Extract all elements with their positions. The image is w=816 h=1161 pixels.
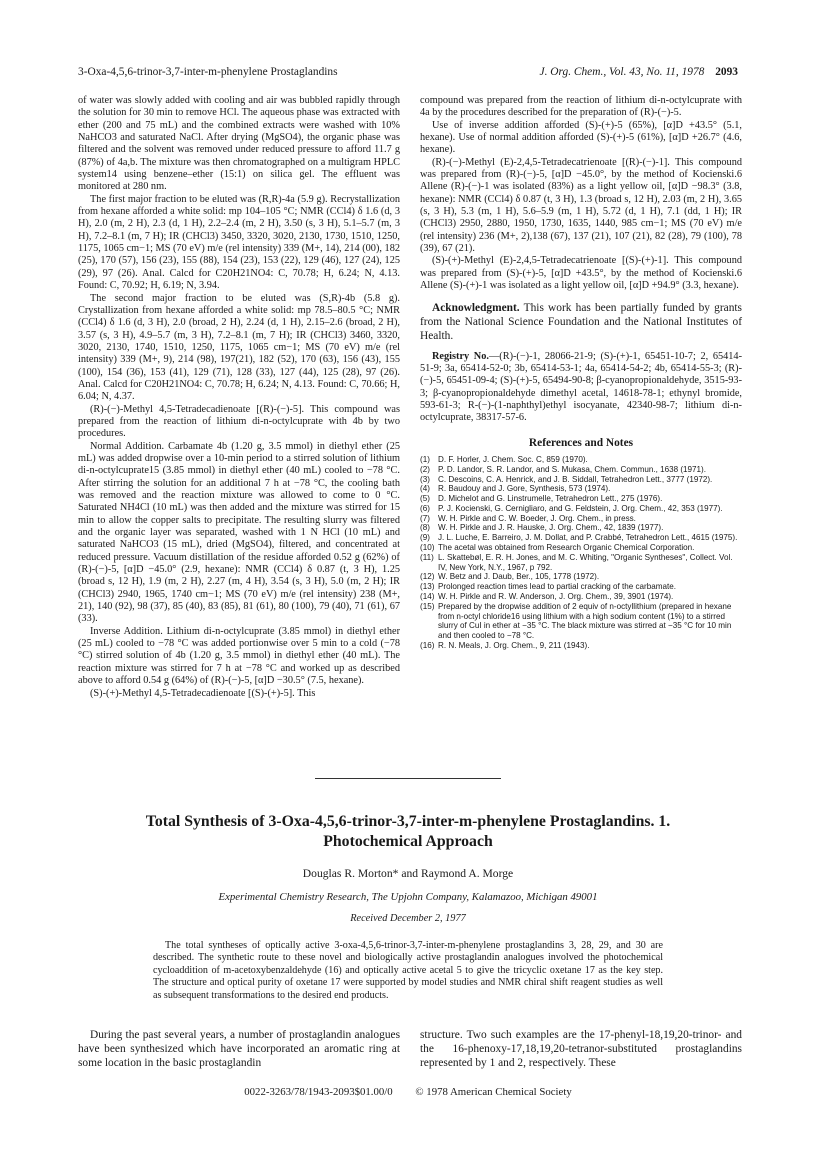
reference-number: (2) <box>420 464 430 474</box>
reference-text: The acetal was obtained from Research Organic Chemical Corporation. <box>438 543 695 553</box>
right-column <box>420 95 742 651</box>
reference-item <box>420 523 742 533</box>
paragraph: of water was slowly added with cooling and air was bubbled rapidly through the solution for 30 min to remove HCl. The aqueous phase was extracted with ether (200 and 75 mL) and the combined extracts were washed with 10% NaHCO3 and saturated NaCl. After drying (MgSO4), the organic phase was filtered and the solvent was removed under reduced pressure to afford 11.7 g (87%) of 4a,b. The mixture was then chromatographed on a multigram HPLC system14 using benzene–ether (15:1) on silica gel. The effluent was monitored at 280 nm. <box>78 95 400 193</box>
reference-number: (15) <box>420 601 435 611</box>
reference-number: (1) <box>420 454 430 464</box>
reference-number: (5) <box>420 494 430 504</box>
reference-item <box>420 475 742 485</box>
reference-item <box>420 504 742 514</box>
paragraph: compound was prepared from the reaction of lithium di-n-octylcuprate with 4a by the procedures described for the preparation of (R)-(−)-5. <box>420 95 742 119</box>
reference-text: W. Betz and J. Daub, Ber., 105, 1778 (1972). <box>438 572 600 582</box>
reference-item <box>420 602 742 641</box>
paragraph: (R)-(−)-Methyl 4,5-Tetradecadienoate [(R)-(−)-5]. This compound was prepared from the reaction of lithium di-n-octylcuprate with 4b by two procedures. <box>78 403 400 440</box>
reference-text: D. F. Horler, J. Chem. Soc. C, 859 (1970). <box>438 454 588 464</box>
reference-number: (16) <box>420 641 435 651</box>
reference-text: Prepared by the dropwise addition of 2 equiv of n-octyllithium (prepared in hexane from n-octyl chloride16 using lithium with a high sodium content (1%) to a stirred slurry of CuI in ether at −35 °C. The black mixture was stirred at −35 °C for 10 min and then cooled to −78 °C. <box>438 601 732 641</box>
article-code: 0022-3263/78/1943-2093$01.00/0 <box>244 1086 393 1098</box>
paragraph: Inverse Addition. Lithium di-n-octylcuprate (3.85 mmol) in diethyl ether (25 mL) cooled to −78 °C was added portionwise over 5 min to a cold (−78 °C) stirred solution of 4b (1.20 g, 3.5 mmol) in diethyl ether (40 mL). The reaction mixture was stirred for 7 h at −78 °C and worked up as described above to afford 0.54 g (64%) of (R)-(−)-5, [α]D −30.5° (7.5, hexane). <box>78 625 400 687</box>
registry-text: —(R)-(−)-1, 28066-21-9; (S)-(+)-1, 65451-10-7; 2, 65414-51-9; 3a, 65414-52-0; 3b, 65414-53-1; 4a, 65414-54-2; 4b, 65414-55-3; (R)-(−)-5, 65451-09-4; (S)-(+)-5, 65494-90-8; β-cyanopropionaldehyde, 3515-93-3; β-cyanopropionaldehyde dimethyl acetal, 14618-78-1; ethynyl bromide, 593-61-3; R-(−)-(1-naphthyl)ethyl isocyanate, 42340-98-7; lithium di-n-octylcuprate, 38317-57-6. <box>420 350 742 424</box>
article-title: Total Synthesis of 3-Oxa-4,5,6-trinor-3,7-inter-m-phenylene Prostaglandins. 1. Photochemical Approach <box>145 813 671 850</box>
reference-number: (3) <box>420 474 430 484</box>
article-affiliation: Experimental Chemistry Research, The Upjohn Company, Kalamazoo, Michigan 49001 <box>218 891 598 903</box>
reference-text: Prolonged reaction times lead to partial cracking of the carbamate. <box>438 582 676 592</box>
paragraph: The first major fraction to be eluted was (R,R)-4a (5.9 g). Recrystallization from hexane afforded a white solid: mp 104–105 °C; NMR (CCl4) δ 1.6 (d, 3 H), 2.0 (m, 2 H), 2.3 (d, 1 H), 2.2–2.4 (m, 2 H), 3.50 (s, 3 H), 5.1–5.7 (m, 3 H), 7.2–8.1 (m, 7 H); IR (CHCl3) 3450, 3320, 3020, 2130, 1730, 1510, 1250, 1175, 1065 cm−1; MS (70 eV) m/e (rel intensity) 339 (M+, 14), 214 (00), 182 (25), 170 (57), 156 (23), 155 (88), 154 (23), 153 (22), 129 (46), 127 (24), 125 (29), 97 (26). Anal. Calcd for C20H21NO4: C, 70.78; H, 6.24; N, 4.13. Found: C, 70.92; H, 6.19; N, 3.94. <box>78 193 400 292</box>
acknowledgment-label: Acknowledgment. <box>432 301 520 314</box>
registry-numbers <box>420 351 742 425</box>
reference-text: J. L. Luche, E. Barreiro, J. M. Dollat, and P. Crabbé, Tetrahedron Lett., 4615 (1975). <box>438 533 738 543</box>
reference-item <box>420 533 742 543</box>
reference-item <box>420 465 742 475</box>
reference-number: (4) <box>420 484 430 494</box>
reference-number: (11) <box>420 552 434 562</box>
reference-text: W. H. Pirkle and C. W. Boeder, J. Org. Chem., in press. <box>438 513 636 523</box>
running-header-journal <box>540 66 738 78</box>
page-number: 2093 <box>715 66 738 78</box>
acknowledgment <box>420 301 742 343</box>
reference-text: P. J. Kocienski, G. Cernigliaro, and G. Feldstein, J. Org. Chem., 42, 353 (1977). <box>438 503 723 513</box>
reference-text: C. Descoins, C. A. Henrick, and J. B. Siddall, Tetrahedron Lett., 3777 (1972). <box>438 474 713 484</box>
body-text-left: During the past several years, a number of prostaglandin analogues have been synthesized which have incorporated an aromatic ring at some location in the basic prostaglandin <box>78 1029 400 1070</box>
paragraph: Normal Addition. Carbamate 4b (1.20 g, 3.5 mmol) in diethyl ether (25 mL) was added dropwise over a 10-min period to a stirred solution of lithium di-n-octylcuprate15 (3.85 mmol) in diethyl ether (40 mL) cooled to −78 °C. After stirring the solution for an additional 7 h at −78 °C, the cooling bath was removed and the reaction mixture was allowed to come to 0 °C. Saturated NH4Cl (10 mL) was then added and the mixture was stirred for 15 min to allow the copper salts to precipitate. The resulting slurry was filtered and the organic layer was separated, washed with 1 N HCl (10 mL) and saturated NaHCO3 (15 mL), dried (MgSO4), filtered, and concentrated at reduced pressure. Vacuum distillation of the residue afforded 0.52 g (62%) of (R)-(−)-5, [α]D −45.0° (2.9, hexane): NMR (CCl4) δ 0.87 (t, 3 H), 1.25 (broad s, 12 H), 1.9 (m, 2 H), 2.27 (m, 4 H), 3.54 (s, 3 H), 5.0 (m, 2 H); IR (CHCl3) 2940, 1965, 1740 cm−1; MS (70 eV) m/e (rel intensity) 238 (M+, 21), 140 (92), 98 (37), 85 (40), 83 (85), 81 (61), 80 (100), 79 (40), 71 (61), 67 (33). <box>78 440 400 625</box>
reference-number: (10) <box>420 543 435 553</box>
registry-label: Registry No. <box>432 350 489 362</box>
reference-number: (9) <box>420 533 430 543</box>
reference-item <box>420 572 742 582</box>
running-header-title: 3-Oxa-4,5,6-trinor-3,7-inter-m-phenylene Prostaglandins <box>78 66 338 78</box>
abstract: The total syntheses of optically active 3-oxa-4,5,6-trinor-3,7-inter-m-phenylene prostaglandins 3, 28, 29, and 30 are described. The synthetic route to these novel and biologically active prostaglandin analogues involved the photochemical cycloaddition of m-acetoxybenzaldehyde (16) and optically active acetal 5 to give the tricyclic oxetane 17 as the key step. The structure and optical purity of oxetane 17 were supported by model studies and NMR chiral shift reagent studies as well as subsequent transformations to the desired end products. <box>153 940 663 1001</box>
reference-item <box>420 484 742 494</box>
reference-item <box>420 455 742 465</box>
references-list <box>420 455 742 651</box>
reference-text: R. N. Meals, J. Org. Chem., 9, 211 (1943). <box>438 641 590 651</box>
copyright: © 1978 American Chemical Society <box>415 1086 572 1098</box>
paragraph: (R)-(−)-Methyl (E)-2,4,5-Tetradecatrienoate [(R)-(−)-1]. This compound was prepared from (R)-(−)-5, [α]D −45.0°, by the method of Kocienski.6 Allene (R)-(−)-1 was isolated (83%) as a light yellow oil, [α]D −98.3° (3.8, hexane): NMR (CCl4) δ 0.87 (t, 3 H), 1.3 (broad s, 12 H), 2.03 (m, 2 H), 3.65 (s, 3 H), 5.3 (m, 1 H), 5.6–5.9 (m, 1 H), 5.72 (d, 1 H), 7.1 (dd, 1 H); IR (CHCl3) 2950, 2880, 1950, 1730, 1635, 1440, 985 cm−1; MS (70 eV) m/e (rel intensity) 236 (M+, 2),138 (67), 137 (21), 107 (21), 82 (28), 79 (100), 78 (39), 67 (21). <box>420 156 742 255</box>
reference-number: (6) <box>420 503 430 513</box>
reference-item <box>420 494 742 504</box>
reference-item <box>420 641 742 651</box>
reference-item <box>420 543 742 553</box>
reference-item <box>420 514 742 524</box>
reference-text: W. H. Pirkle and J. R. Hauske, J. Org. Chem., 42, 1839 (1977). <box>438 523 664 533</box>
paragraph: Use of inverse addition afforded (S)-(+)-5 (65%), [α]D +43.5° (5.1, hexane). Use of normal addition afforded (S)-(+)-5 (61%), [α]D +26.7° (4.6, hexane). <box>420 119 742 156</box>
reference-text: L. Skattebøl, E. R. H. Jones, and M. C. Whiting, "Organic Syntheses", Collect. Vol. IV, New York, N.Y., 1967, p 792. <box>438 552 733 572</box>
paragraph: (S)-(+)-Methyl (E)-2,4,5-Tetradecatrienoate [(S)-(+)-1]. This compound was prepared from (S)-(+)-5, [α]D +43.5°, by the method of Kocienski.6 Allene (S)-(+)-1 was isolated as a light yellow oil, [α]D +94.9° (3.3, hexane). <box>420 255 742 292</box>
reference-text: R. Baudouy and J. Gore, Synthesis, 573 (1974). <box>438 484 611 494</box>
reference-number: (8) <box>420 523 430 533</box>
received-date: Received December 2, 1977 <box>350 913 466 924</box>
reference-number: (14) <box>420 592 435 602</box>
reference-text: D. Michelot and G. Linstrumelle, Tetrahedron Lett., 275 (1976). <box>438 494 663 504</box>
article-authors: Douglas R. Morton* and Raymond A. Morge <box>302 867 514 880</box>
body-text-right: structure. Two such examples are the 17-phenyl-18,19,20-trinor- and the 16-phenoxy-17,18,19,20-tetranor-substituted prostaglandins represented by 1 and 2, respectively. These <box>420 1029 742 1070</box>
journal-citation: J. Org. Chem., Vol. 43, No. 11, 1978 <box>539 66 705 78</box>
reference-number: (13) <box>420 582 435 592</box>
reference-item <box>420 592 742 602</box>
paragraph: The second major fraction to be eluted was (S,R)-4b (5.8 g). Crystallization from hexane afforded a white solid: mp 78.5–80.5 °C; NMR (CCl4) δ 1.6 (d, 3 H), 2.0 (broad, 2 H), 2.24 (d, 1 H), 2.15–2.6 (broad, 2 H), 3.57 (s, 3 H), 4.9–5.7 (m, 3 H), 7.2–8.1 (m, 7 H); IR (CHCl3) 3460, 3320, 3020, 2130, 1740, 1510, 1250, 1175, 1065 cm−1; MS (70 eV) m/e (rel intensity) 339 (M+, 9), 214 (98), 197(21), 182 (52), 170 (63), 156 (43), 155 (100), 154 (36), 153 (41), 129 (71), 128 (33), 127 (44), 125 (28), 97 (26). Anal. Calcd for C20H21NO4: C, 70.78; H, 6.24; N, 4.13. Found: C, 70.66; H, 6.04; N, 4.37. <box>78 292 400 403</box>
reference-number: (12) <box>420 572 435 582</box>
references-title: References and Notes <box>528 436 634 449</box>
paragraph: (S)-(+)-Methyl 4,5-Tetradecadienoate [(S)-(+)-5]. This <box>90 687 316 699</box>
reference-text: P. D. Landor, S. R. Landor, and S. Mukasa, Chem. Commun., 1638 (1971). <box>438 464 706 474</box>
reference-item <box>420 582 742 592</box>
page-footer <box>0 1086 816 1098</box>
reference-item <box>420 553 742 573</box>
reference-number: (7) <box>420 513 430 523</box>
acknowledgment-text: This work has been partially funded by grants from the National Science Foundation and the National Institutes of Health. <box>420 301 742 342</box>
section-divider <box>315 778 501 779</box>
left-column <box>78 95 400 700</box>
reference-text: W. H. Pirkle and R. W. Anderson, J. Org. Chem., 39, 3901 (1974). <box>438 592 674 602</box>
